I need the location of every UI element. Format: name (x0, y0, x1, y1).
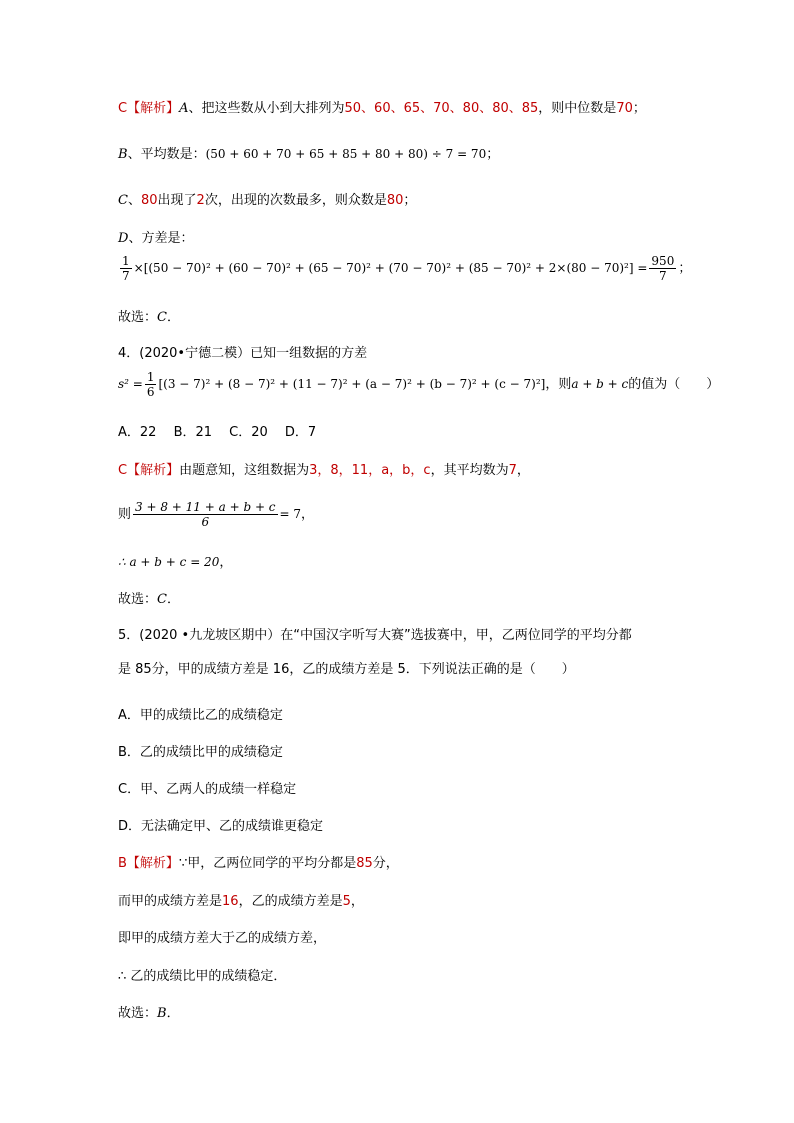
option-label: D (118, 231, 129, 246)
data-values: 3，8，11，a，b，c (309, 463, 431, 478)
text: 出现了 (157, 193, 197, 208)
text: 则 (118, 507, 132, 522)
fraction (649, 254, 676, 283)
question-stem: 是 85分，甲的成绩方差是 16，乙的成绩方差是 5．下列说法正确的是（ ） (118, 662, 575, 677)
text: ，则 (545, 377, 572, 392)
text: 的值为（ ） (628, 377, 720, 392)
option-label: A (179, 101, 189, 116)
option-label: B (118, 147, 128, 162)
denominator: 6 (201, 515, 210, 529)
numerator: 1 (146, 370, 155, 384)
mean-value: 7 (508, 463, 517, 478)
text: 、方差是： (128, 231, 194, 246)
fraction (120, 254, 132, 283)
denominator: 7 (659, 269, 667, 283)
text: ． (166, 1006, 180, 1021)
denominator: 6 (146, 385, 155, 399)
mode-value: 80 (386, 193, 404, 208)
text: ； (486, 147, 500, 162)
q5-solution-line3 (118, 930, 326, 948)
answer-letter: B (157, 1006, 167, 1021)
q5-conclusion (118, 1005, 180, 1023)
q3-variance-formula (118, 254, 691, 283)
text: ， (350, 894, 364, 909)
text: ； (678, 261, 692, 276)
text: 、 (127, 193, 141, 208)
text: 次，出现的次数最多，则众数是 (204, 193, 387, 208)
q4-options (118, 424, 316, 442)
variance-value: 16 (222, 894, 239, 909)
q3-solution-a (118, 100, 646, 118)
q4-conclusion (118, 591, 180, 609)
text: ； (632, 101, 646, 116)
text: ∴ 乙的成绩比甲的成绩稳定． (118, 969, 287, 984)
value: 80 (140, 193, 158, 208)
q4-solution-line1 (118, 462, 530, 480)
question-stem: 4．(2020•宁德二模）已知一组数据的方差 (118, 346, 368, 361)
q5-solution-line2 (118, 893, 364, 911)
q3-conclusion (118, 309, 180, 327)
answer-letter: C (118, 101, 128, 116)
q4-solution-equation (118, 500, 314, 529)
option-text: A．甲的成绩比乙的成绩稳定 (118, 708, 283, 723)
variance-formula: ×[(50 − 70)² + (60 − 70)² + (65 − 70)² + (70 − 70)² + (85 − 70)² + 2×(80 − 70)²] = (133, 261, 648, 275)
text: 由题意知，这组数据为 (179, 463, 310, 478)
text: ； (403, 193, 417, 208)
answer-letter: C (118, 463, 128, 478)
answer-letter: C (157, 310, 167, 325)
numerator: 950 (651, 254, 675, 268)
text: 而甲的成绩方差是 (118, 894, 223, 909)
text: 、把这些数从小到大排列为 (188, 101, 345, 116)
q5-option-b (118, 744, 283, 762)
text: 故选： (118, 1006, 158, 1021)
q5-stem-line2 (118, 661, 575, 679)
q3-solution-c (118, 192, 416, 210)
option-text: C．甲、乙两人的成绩一样稳定 (118, 782, 297, 797)
text: ， (516, 463, 530, 478)
expression: a + b + c (571, 377, 629, 391)
q5-solution-line4 (118, 968, 286, 986)
q5-option-c (118, 781, 296, 799)
text: ，其平均数为 (430, 463, 509, 478)
numerator: 3 + 8 + 11 + a + b + c (135, 500, 276, 514)
sorted-values: 50、60、65、70、80、80、85 (344, 101, 539, 116)
q3-solution-b (118, 145, 499, 164)
q4-stem (118, 345, 367, 363)
solution-tag: 【解析】 (127, 101, 180, 116)
q4-solution-therefore (118, 553, 232, 572)
median-value: 70 (616, 101, 633, 116)
text: 分， (372, 856, 399, 871)
q5-stem-line1 (118, 627, 632, 645)
q5-solution-line1 (118, 855, 399, 873)
fraction (133, 500, 278, 529)
question-stem: 5．(2020 •九龙坡区期中）在“中国汉字听写大赛”选拔赛中，甲，乙两位同学的平均分都 (118, 628, 632, 643)
text: ， (301, 507, 315, 522)
option-label: C (118, 193, 128, 208)
mean-formula: (50 + 60 + 70 + 65 + 85 + 80 + 80) ÷ 7 = 70 (205, 147, 487, 161)
choice-options: A．22 B．21 C．20 D．7 (118, 425, 317, 440)
text: 故选： (118, 310, 158, 325)
variance-symbol: s² = (118, 377, 143, 391)
solution-tag: 【解析】 (127, 463, 180, 478)
text: ， (219, 555, 233, 570)
result-expression: ∴ a + b + c = 20 (118, 555, 220, 569)
option-text: B．乙的成绩比甲的成绩稳定 (118, 745, 283, 760)
text: 故选： (118, 592, 158, 607)
variance-value: 5 (342, 894, 351, 909)
q5-option-a (118, 707, 283, 725)
text: ∵甲，乙两位同学的平均分都是 (178, 856, 357, 871)
denominator: 7 (122, 269, 130, 283)
value: 2 (196, 193, 205, 208)
q3-solution-d-label (118, 230, 193, 248)
variance-formula: [(3 − 7)² + (8 − 7)² + (11 − 7)² + (a − 7)² + (b − 7)² + (c − 7)²] (158, 377, 546, 391)
text: ． (166, 592, 180, 607)
q4-formula-line (118, 370, 719, 399)
option-text: D．无法确定甲、乙的成绩谁更稳定 (118, 819, 324, 834)
solution-tag: 【解析】 (126, 856, 179, 871)
text: 、平均数是： (127, 147, 206, 162)
average-score: 85 (356, 856, 373, 871)
fraction (145, 370, 157, 399)
text: ，乙的成绩方差是 (238, 894, 343, 909)
q5-option-d (118, 818, 323, 836)
answer-letter: B (118, 856, 127, 871)
text: 即甲的成绩方差大于乙的成绩方差， (118, 931, 327, 946)
text: ． (166, 310, 180, 325)
text: ，则中位数是 (538, 101, 617, 116)
equation-rhs: = 7 (279, 507, 302, 521)
numerator: 1 (122, 254, 130, 268)
answer-letter: C (157, 592, 167, 607)
